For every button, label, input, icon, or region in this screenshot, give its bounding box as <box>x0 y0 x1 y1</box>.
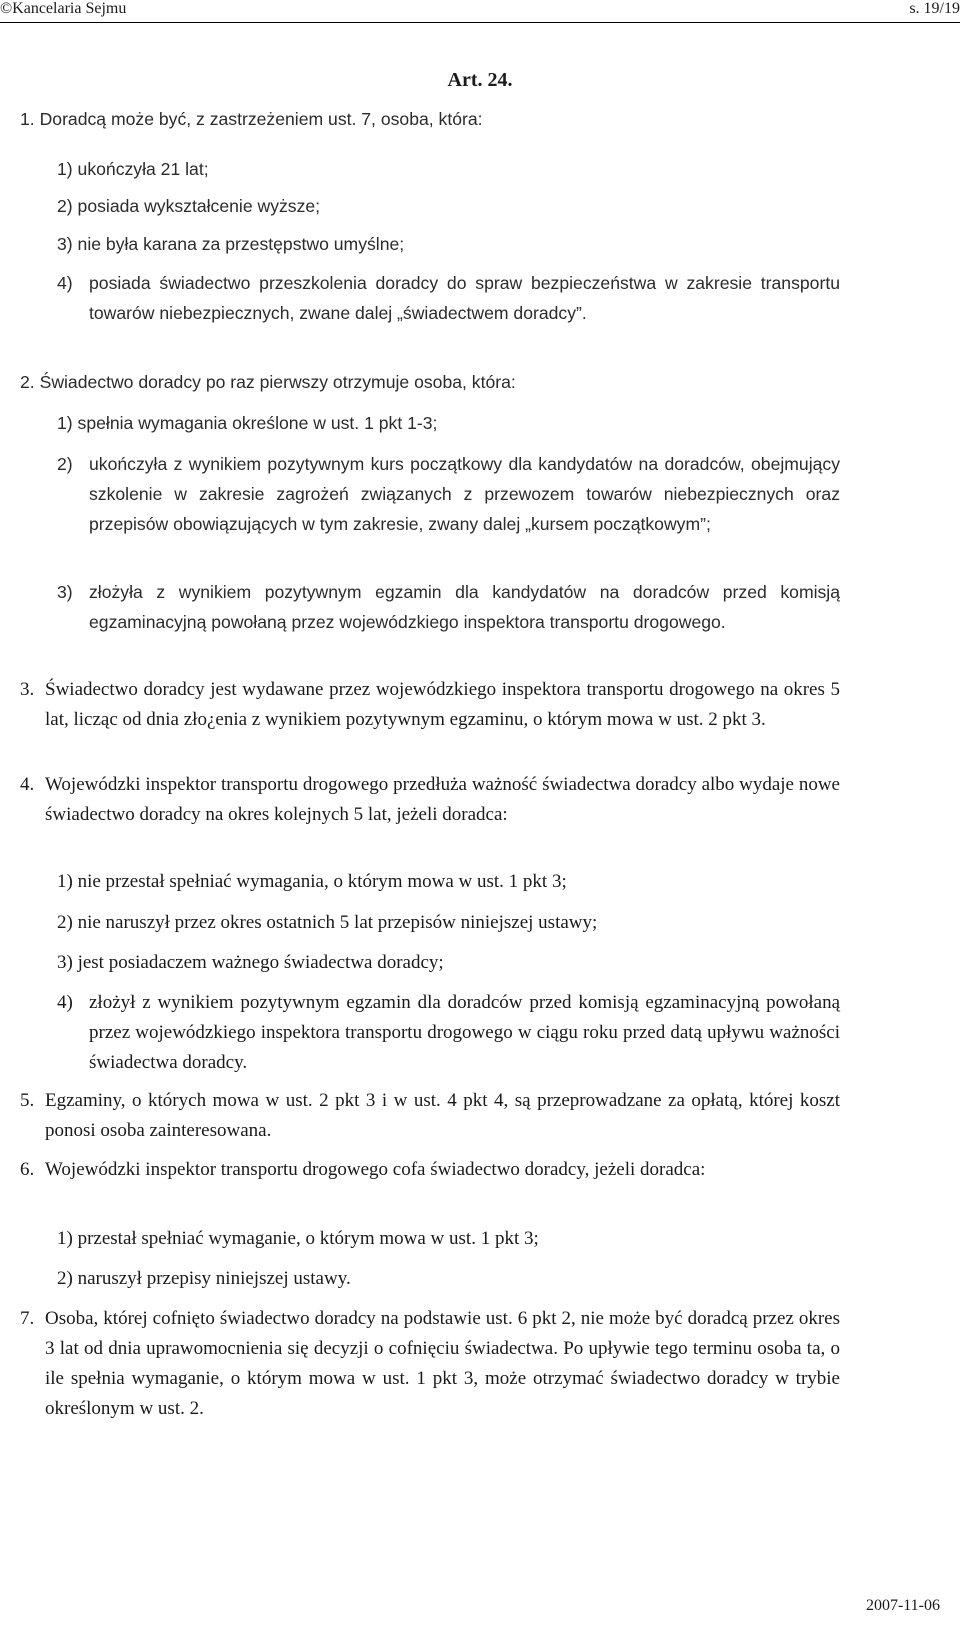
paragraph-number: 5. <box>20 1090 35 1111</box>
point-2-1 <box>57 408 757 438</box>
paragraph-text: Doradcą może być, z zastrzeżeniem ust. 7, osoba, która: <box>39 109 483 129</box>
point-text: nie naruszył przez okres ostatnich 5 lat przepisów niniejszej ustawy; <box>77 912 598 933</box>
paragraph-6 <box>20 1155 840 1215</box>
point-text: ukończyła 21 lat; <box>77 159 209 179</box>
point-text: posiada świadectwo przeszkolenia doradcy do spraw bezpieczeństwa w zakresie transportu towarów niebezpiecznych, zwane dalej „świadectwem doradcy”. <box>89 273 840 323</box>
point-number: 1) <box>57 413 73 433</box>
paragraph-text: Świadectwo doradcy jest wydawane przez wojewódzkiego inspektora transportu drogowego na okres 5 lat, licząc od dnia zło¿enia z wynikiem pozytywnym egzaminu, o którym mowa w ust. 2 pkt 3. <box>45 679 840 730</box>
point-text: złożył z wynikiem pozytywnym egzamin dla doradców przed komisją egzaminacyjną powołaną przez wojewódzkiego inspektora transportu drogowego w ciągu roku przed datą upływu ważności świadectwa doradcy. <box>89 992 840 1073</box>
point-1-2 <box>57 191 757 221</box>
point-4-4 <box>57 988 840 1078</box>
header-page-number: s. 19/19 <box>909 0 960 17</box>
paragraph-1 <box>20 104 600 134</box>
point-1-3 <box>57 229 757 259</box>
paragraph-4 <box>20 770 840 860</box>
point-2-2 <box>57 449 840 569</box>
point-number: 4) <box>57 992 73 1013</box>
footer-date: 2007-11-06 <box>865 1597 940 1614</box>
point-6-1 <box>57 1224 817 1254</box>
point-text: nie była karana za przestępstwo umyślne; <box>77 234 405 254</box>
point-text: złożyła z wynikiem pozytywnym egzamin dla kandydatów na doradców przed komisją egzaminacyjną powołaną przez wojewódzkiego inspektora transportu drogowego. <box>89 582 840 632</box>
point-text: posiada wykształcenie wyższe; <box>77 196 321 216</box>
point-number: 2) <box>57 912 73 933</box>
point-4-1 <box>57 867 817 897</box>
paragraph-text: Egzaminy, o których mowa w ust. 2 pkt 3 i w ust. 4 pkt 4, są przeprowadzane za opłatą, której koszt ponosi osoba zainteresowana. <box>45 1090 840 1141</box>
point-number: 2) <box>57 1268 73 1289</box>
point-6-2 <box>57 1264 817 1294</box>
point-4-2 <box>57 908 817 938</box>
paragraph-text: Osoba, której cofnięto świadectwo doradcy na podstawie ust. 6 pkt 2, nie może być doradcą przez okres 3 lat od dnia uprawomocnienia się decyzji o cofnięciu świadectwa. Po upływie tego terminu osoba ta, o ile spełnia wymaganie, o którym mowa w ust. 1 pkt 3, może otrzymać świadectwo doradcy w trybie określonym w ust. 2. <box>45 1308 840 1419</box>
point-number: 4) <box>57 273 73 293</box>
point-text: przestał spełniać wymaganie, o którym mowa w ust. 1 pkt 3; <box>77 1228 539 1249</box>
point-4-3 <box>57 948 817 978</box>
paragraph-7 <box>20 1304 840 1454</box>
point-number: 3) <box>57 234 73 254</box>
article-title: Art. 24. <box>447 69 513 91</box>
point-1-4 <box>57 268 840 358</box>
point-number: 3) <box>57 952 73 973</box>
paragraph-number: 4. <box>20 774 35 795</box>
point-2-3 <box>57 577 840 667</box>
paragraph-text: Wojewódzki inspektor transportu drogowego cofa świadectwo doradcy, jeżeli doradca: <box>45 1159 706 1180</box>
point-text: nie przestał spełniać wymagania, o którym mowa w ust. 1 pkt 3; <box>77 871 567 892</box>
paragraph-3 <box>20 675 840 765</box>
point-number: 2) <box>57 196 73 216</box>
point-text: spełnia wymagania określone w ust. 1 pkt 1-3; <box>77 413 438 433</box>
paragraph-number: 7. <box>20 1308 35 1329</box>
point-text: ukończyła z wynikiem pozytywnym kurs początkowy dla kandydatów na doradców, obejmujący szkolenie w zakresie zagrożeń związanych z przewozem towarów niebezpiecznych oraz przepisów obowiązujących w tym zakresie, zwany dalej „kursem początkowym”; <box>89 454 840 534</box>
paragraph-text: Świadectwo doradcy po raz pierwszy otrzymuje osoba, która: <box>39 372 516 392</box>
header-copyright: ©Kancelaria Sejmu <box>0 0 127 17</box>
point-number: 1) <box>57 871 73 892</box>
point-text: jest posiadaczem ważnego świadectwa doradcy; <box>77 952 444 973</box>
point-number: 1) <box>57 159 73 179</box>
point-number: 3) <box>57 582 73 602</box>
paragraph-5 <box>20 1086 840 1146</box>
paragraph-number: 1. <box>20 109 35 129</box>
point-number: 2) <box>57 454 73 474</box>
paragraph-text: Wojewódzki inspektor transportu drogowego przedłuża ważność świadectwa doradcy albo wydaje nowe świadectwo doradcy na okres kolejnych 5 lat, jeżeli doradca: <box>45 774 840 825</box>
paragraph-number: 3. <box>20 679 35 700</box>
paragraph-2 <box>20 367 720 397</box>
paragraph-number: 6. <box>20 1159 35 1180</box>
point-number: 1) <box>57 1228 73 1249</box>
point-1-1 <box>57 154 757 184</box>
paragraph-number: 2. <box>20 372 35 392</box>
point-text: naruszył przepisy niniejszej ustawy. <box>77 1268 351 1289</box>
